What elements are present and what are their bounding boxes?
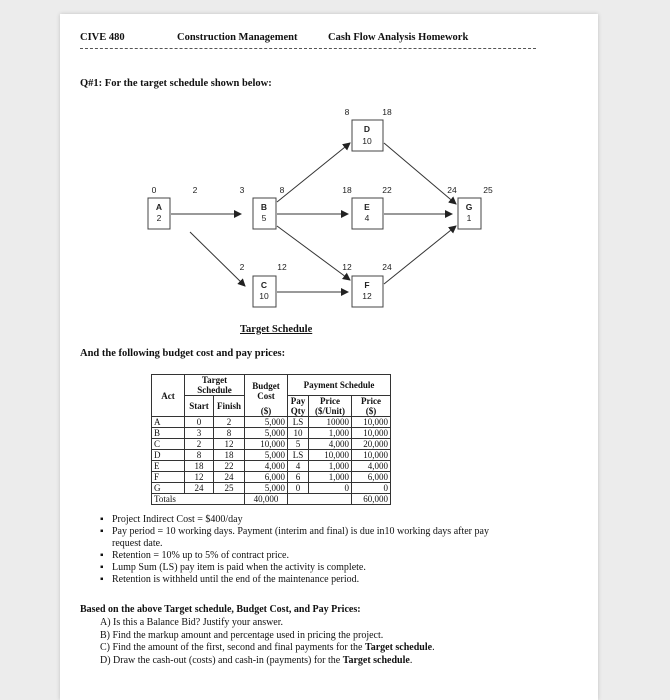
table-row [152, 461, 391, 472]
cell-price: 6,000 [352, 472, 391, 483]
cell-act: C [152, 439, 185, 450]
cell-budget: 5,000 [245, 417, 288, 428]
diagram-caption: Target Schedule [240, 324, 313, 335]
cell-finish: 8 [214, 428, 245, 439]
arrow-f-g [384, 226, 456, 284]
cell-finish: 22 [214, 461, 245, 472]
question-d [100, 655, 435, 668]
question-c-end: . [432, 642, 435, 653]
header-unit: ($/Unit) [309, 406, 352, 417]
question-c-text: C) Find the amount of the first, second and final payments for the [100, 642, 365, 653]
question-a: A) Is this a Balance Bid? Justify your answer. [100, 617, 284, 628]
cell-start: 12 [185, 472, 214, 483]
cell-budget: 5,000 [245, 483, 288, 494]
table-row [152, 428, 391, 439]
cell-budget: 6,000 [245, 472, 288, 483]
cell-qty: LS [288, 417, 309, 428]
cell-unit-price: 0 [309, 483, 352, 494]
node-g-es: 24 [447, 185, 457, 195]
header-dollar-2: ($) [352, 406, 391, 417]
budget-table [151, 374, 391, 505]
cell-qty: 4 [288, 461, 309, 472]
cell-act: F [152, 472, 185, 483]
cell-start: 8 [185, 450, 214, 461]
node-e-id: E [364, 202, 370, 212]
node-b-id: B [260, 202, 268, 212]
cell-finish: 24 [214, 472, 245, 483]
cell-finish: 25 [214, 483, 245, 494]
cell-budget: 10,000 [245, 439, 288, 450]
cell-qty: LS [288, 450, 309, 461]
arrow-b-d [277, 143, 350, 202]
cell-price: 10,000 [352, 417, 391, 428]
header-budget-cost: Budget Cost [245, 375, 288, 407]
header-qty: Qty [288, 406, 309, 417]
totals-label: Totals [152, 494, 245, 505]
node-g-duration: 1 [466, 213, 472, 223]
node-e-es: 18 [342, 185, 352, 195]
course-subject: Construction Management [177, 32, 298, 43]
questions-heading: Based on the above Target schedule, Budget Cost, and Pay Prices: [80, 604, 361, 615]
cell-qty: 10 [288, 428, 309, 439]
header-finish: Finish [214, 396, 245, 417]
header-target-schedule: Target Schedule [185, 375, 245, 396]
cell-start: 3 [185, 428, 214, 439]
cell-unit-price: 10,000 [309, 450, 352, 461]
cell-price: 10,000 [352, 428, 391, 439]
table-row [152, 483, 391, 494]
header-payment-schedule: Payment Schedule [288, 375, 391, 396]
header-price-unit-top: Price [309, 396, 352, 407]
node-f-ef: 24 [382, 262, 392, 272]
cell-act: D [152, 450, 185, 461]
totals-empty [288, 494, 352, 505]
node-g-ef: 25 [483, 185, 493, 195]
header-start: Start [185, 396, 214, 417]
project-notes [100, 514, 500, 586]
node-a-es: 0 [151, 185, 157, 195]
cell-start: 18 [185, 461, 214, 472]
cell-unit-price: 4,000 [309, 439, 352, 450]
note-item: ▪ Project Indirect Cost = $400/day [100, 514, 500, 526]
header-pay: Pay [288, 396, 309, 407]
cell-act: B [152, 428, 185, 439]
header-act: Act [152, 375, 185, 417]
cell-act: E [152, 461, 185, 472]
node-c-es: 2 [239, 262, 245, 272]
node-b-ef: 8 [279, 185, 285, 195]
cell-act: G [152, 483, 185, 494]
cell-budget: 5,000 [245, 428, 288, 439]
table-row [152, 472, 391, 483]
node-a-ef: 2 [192, 185, 198, 195]
cell-qty: 0 [288, 483, 309, 494]
node-c-ef: 12 [277, 262, 287, 272]
budget-intro: And the following budget cost and pay prices: [80, 348, 286, 359]
cell-budget: 4,000 [245, 461, 288, 472]
arrow-b-f [277, 226, 350, 280]
table-row [152, 417, 391, 428]
node-e-ef: 22 [382, 185, 392, 195]
node-f-id: F [364, 280, 370, 290]
totals-row [152, 494, 391, 505]
table-row [152, 450, 391, 461]
node-f-es: 12 [342, 262, 352, 272]
note-item: ▪ Pay period = 10 working days. Payment (interim and final) is due in10 working days after pay request date. [100, 526, 500, 550]
course-code: CIVE 480 [80, 32, 125, 43]
cell-price: 20,000 [352, 439, 391, 450]
cell-qty: 6 [288, 472, 309, 483]
node-c-id: C [260, 280, 268, 290]
note-item: ▪ Retention = 10% up to 5% of contract price. [100, 550, 500, 562]
question-d-text: D) Draw the cash-out (costs) and cash-in (payments) for the [100, 654, 343, 666]
assignment-title: Cash Flow Analysis Homework [328, 32, 469, 43]
node-b-es: 3 [239, 185, 245, 195]
node-b-duration: 5 [261, 213, 267, 223]
node-a-duration: 2 [156, 213, 162, 223]
node-c-duration: 10 [259, 291, 269, 301]
arrow-a-c [190, 232, 245, 286]
note-item: ▪ Lump Sum (LS) pay item is paid when the activity is complete. [100, 562, 500, 574]
note-item: ▪ Retention is withheld until the end of the maintenance period. [100, 574, 500, 586]
node-e-duration: 4 [364, 213, 370, 223]
cell-budget: 5,000 [245, 450, 288, 461]
cell-start: 2 [185, 439, 214, 450]
question-d-end: . [409, 654, 413, 666]
total-price: 60,000 [352, 494, 391, 505]
cell-price: 0 [352, 483, 391, 494]
cell-start: 0 [185, 417, 214, 428]
node-d-ef: 18 [382, 107, 392, 117]
question-c-emphasis: Target schedule [364, 642, 433, 653]
node-d-duration: 10 [362, 136, 372, 146]
question-b: B) Find the markup amount and percentage used in pricing the project. [100, 629, 384, 641]
node-d-id: D [363, 124, 371, 134]
cell-unit-price: 1,000 [309, 472, 352, 483]
cell-start: 24 [185, 483, 214, 494]
cell-unit-price: 1,000 [309, 428, 352, 439]
cell-unit-price: 10000 [309, 417, 352, 428]
questions-list [100, 617, 435, 667]
cell-act: A [152, 417, 185, 428]
node-f-duration: 12 [362, 291, 372, 301]
header-dollar: ($) [245, 406, 288, 417]
arrow-d-g [384, 143, 456, 204]
cell-qty: 5 [288, 439, 309, 450]
node-d-es: 8 [344, 107, 350, 117]
cell-unit-price: 1,000 [309, 461, 352, 472]
node-a-id: A [155, 202, 163, 212]
cell-price: 10,000 [352, 450, 391, 461]
cell-finish: 2 [214, 417, 245, 428]
cell-finish: 18 [214, 450, 245, 461]
question-c [100, 642, 435, 655]
question-prompt: Q#1: For the target schedule shown below: [80, 78, 272, 89]
node-g-id: G [465, 202, 473, 212]
table-row [152, 439, 391, 450]
total-budget: 40,000 [245, 494, 288, 505]
cell-finish: 12 [214, 439, 245, 450]
header-price-top: Price [352, 396, 391, 407]
question-d-emphasis: Target schedule [342, 654, 410, 666]
cell-price: 4,000 [352, 461, 391, 472]
